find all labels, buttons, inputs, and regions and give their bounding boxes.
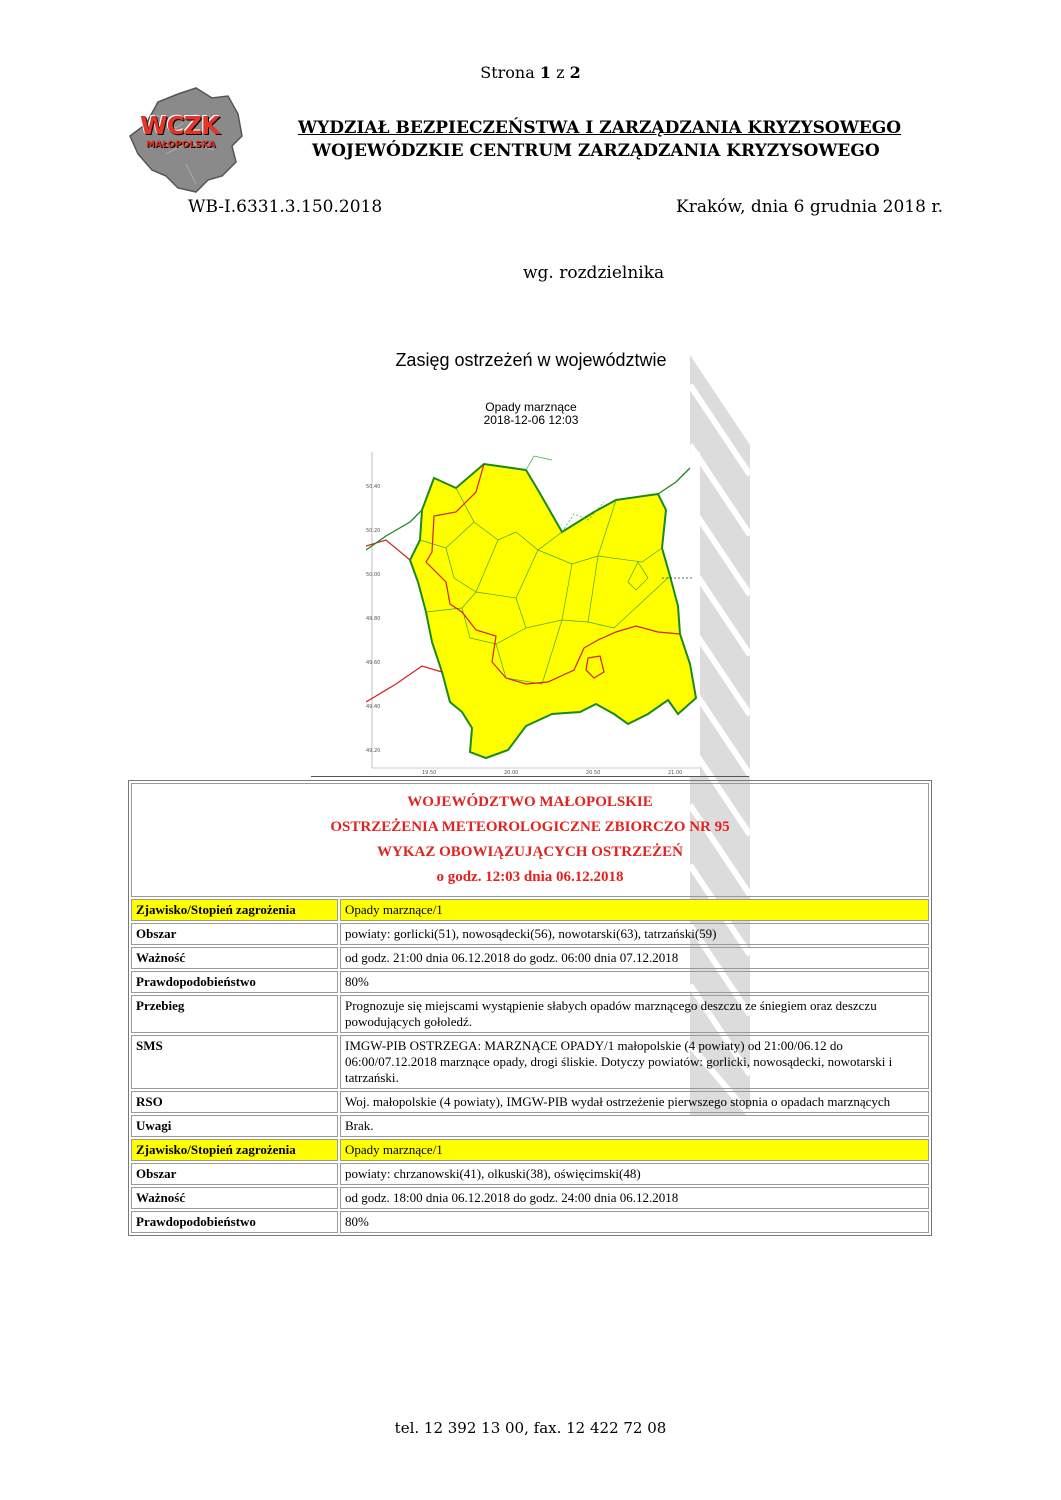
row-value: Brak.: [340, 1115, 929, 1137]
row-key: Prawdopodobieństwo: [131, 1211, 338, 1233]
table-row-probability: [131, 971, 929, 993]
row-value: od godz. 18:00 dnia 06.12.2018 do godz. 24:00 dnia 06.12.2018: [340, 1187, 929, 1209]
row-value: 80%: [340, 971, 929, 993]
table-row-area: [131, 1163, 929, 1185]
table-row-validity: [131, 947, 929, 969]
table-row-phenomenon: [131, 1139, 929, 1161]
table-row-sms: [131, 1035, 929, 1089]
table-row-remarks: [131, 1115, 929, 1137]
map-phenomenon: Opady marznące: [485, 400, 577, 414]
table-row-area: [131, 923, 929, 945]
y-tick-label: 50.20: [366, 528, 381, 534]
row-key: Zjawisko/Stopień zagrożenia: [131, 899, 338, 921]
row-key: Obszar: [131, 1163, 338, 1185]
y-tick-label: 49.20: [366, 748, 381, 754]
row-key: SMS: [131, 1035, 338, 1089]
warnings-header: [131, 783, 929, 897]
y-tick-label: 50.40: [366, 484, 381, 490]
x-tick-label: 19.50: [422, 770, 437, 776]
table-row-phenomenon: [131, 899, 929, 921]
row-value: powiaty: chrzanowski(41), olkuski(38), oświęcimski(48): [340, 1163, 929, 1185]
row-key: Uwagi: [131, 1115, 338, 1137]
table-row-probability: [131, 1211, 929, 1233]
row-key: RSO: [131, 1091, 338, 1113]
warnings-title-bulletin: OSTRZEŻENIA METEOROLOGICZNE ZBIORCZO NR 95: [330, 819, 730, 835]
warnings-title-list: WYKAZ OBOWIĄZUJĄCYCH OSTRZEŻEŃ: [377, 844, 683, 860]
row-value: IMGW-PIB OSTRZEGA: MARZNĄCE OPADY/1 małopolskie (4 powiaty) od 21:00/06.12 do 06:00/07.12.2018 marznące opady, drogi śliskie. Dotyczy powiatów: gorlicki, nowosądecki, nowotarski i tatrzański.: [340, 1035, 929, 1089]
row-key: Zjawisko/Stopień zagrożenia: [131, 1139, 338, 1161]
department-title: WYDZIAŁ BEZPIECZEŃSTWA I ZARZĄDZANIA KRYZYSOWEGO: [298, 118, 902, 138]
map-divider: [311, 776, 749, 777]
row-value: powiaty: gorlicki(51), nowosądecki(56), nowotarski(63), tatrzański(59): [340, 923, 929, 945]
footer-contact: tel. 12 392 13 00, fax. 12 422 72 08: [394, 1419, 667, 1437]
logo-subtitle: MAŁOPOLSKA: [146, 140, 216, 150]
row-value: Woj. małopolskie (4 powiaty), IMGW-PIB wydał ostrzeżenie pierwszego stopnia o opadach marznących: [340, 1091, 929, 1113]
page-number: Strona 1 z 2: [480, 63, 581, 82]
row-value: 80%: [340, 1211, 929, 1233]
table-row-rso: [131, 1091, 929, 1113]
logo-text: WCZK: [140, 111, 220, 140]
warnings-title-region: WOJEWÓDZTWO MAŁOPOLSKIE: [407, 794, 653, 810]
warnings-header-row: [131, 783, 929, 897]
row-value: Opady marznące/1: [340, 1139, 929, 1161]
row-key: Obszar: [131, 923, 338, 945]
row-value: Prognozuje się miejscami wystąpienie słabych opadów marznącego deszczu ze śniegiem oraz deszczu powodujących gołoledź.: [340, 995, 929, 1033]
row-key: Prawdopodobieństwo: [131, 971, 338, 993]
table-row-course: [131, 995, 929, 1033]
map-title: Zasięg ostrzeżeń w województwie: [395, 350, 667, 370]
warnings-title-time: o godz. 12:03 dnia 06.12.2018: [436, 869, 624, 885]
y-tick-label: 49.80: [366, 616, 381, 622]
x-tick-label: 20.50: [586, 770, 601, 776]
map-timestamp: 2018-12-06 12:03: [483, 413, 579, 427]
center-title: WOJEWÓDZKIE CENTRUM ZARZĄDZANIA KRYZYSOWEGO: [312, 141, 880, 161]
y-tick-label: 49.40: [366, 704, 381, 710]
row-value: Opady marznące/1: [340, 899, 929, 921]
row-key: Ważność: [131, 947, 338, 969]
map-subtitle: [311, 401, 751, 427]
wczk-logo: [126, 84, 246, 194]
row-key: Ważność: [131, 1187, 338, 1209]
y-tick-label: 50.00: [366, 572, 381, 578]
document-date: Kraków, dnia 6 grudnia 2018 r.: [676, 197, 943, 217]
x-tick-label: 20.00: [504, 770, 519, 776]
warning-map: [366, 452, 700, 776]
distribution-note: wg. rozdzielnika: [523, 263, 665, 283]
warnings-table: [128, 780, 932, 1236]
y-tick-label: 49.60: [366, 660, 381, 666]
x-tick-label: 21.00: [668, 770, 683, 776]
reference-number: WB-I.6331.3.150.2018: [188, 197, 383, 217]
table-row-validity: [131, 1187, 929, 1209]
row-value: od godz. 21:00 dnia 06.12.2018 do godz. 06:00 dnia 07.12.2018: [340, 947, 929, 969]
row-key: Przebieg: [131, 995, 338, 1033]
